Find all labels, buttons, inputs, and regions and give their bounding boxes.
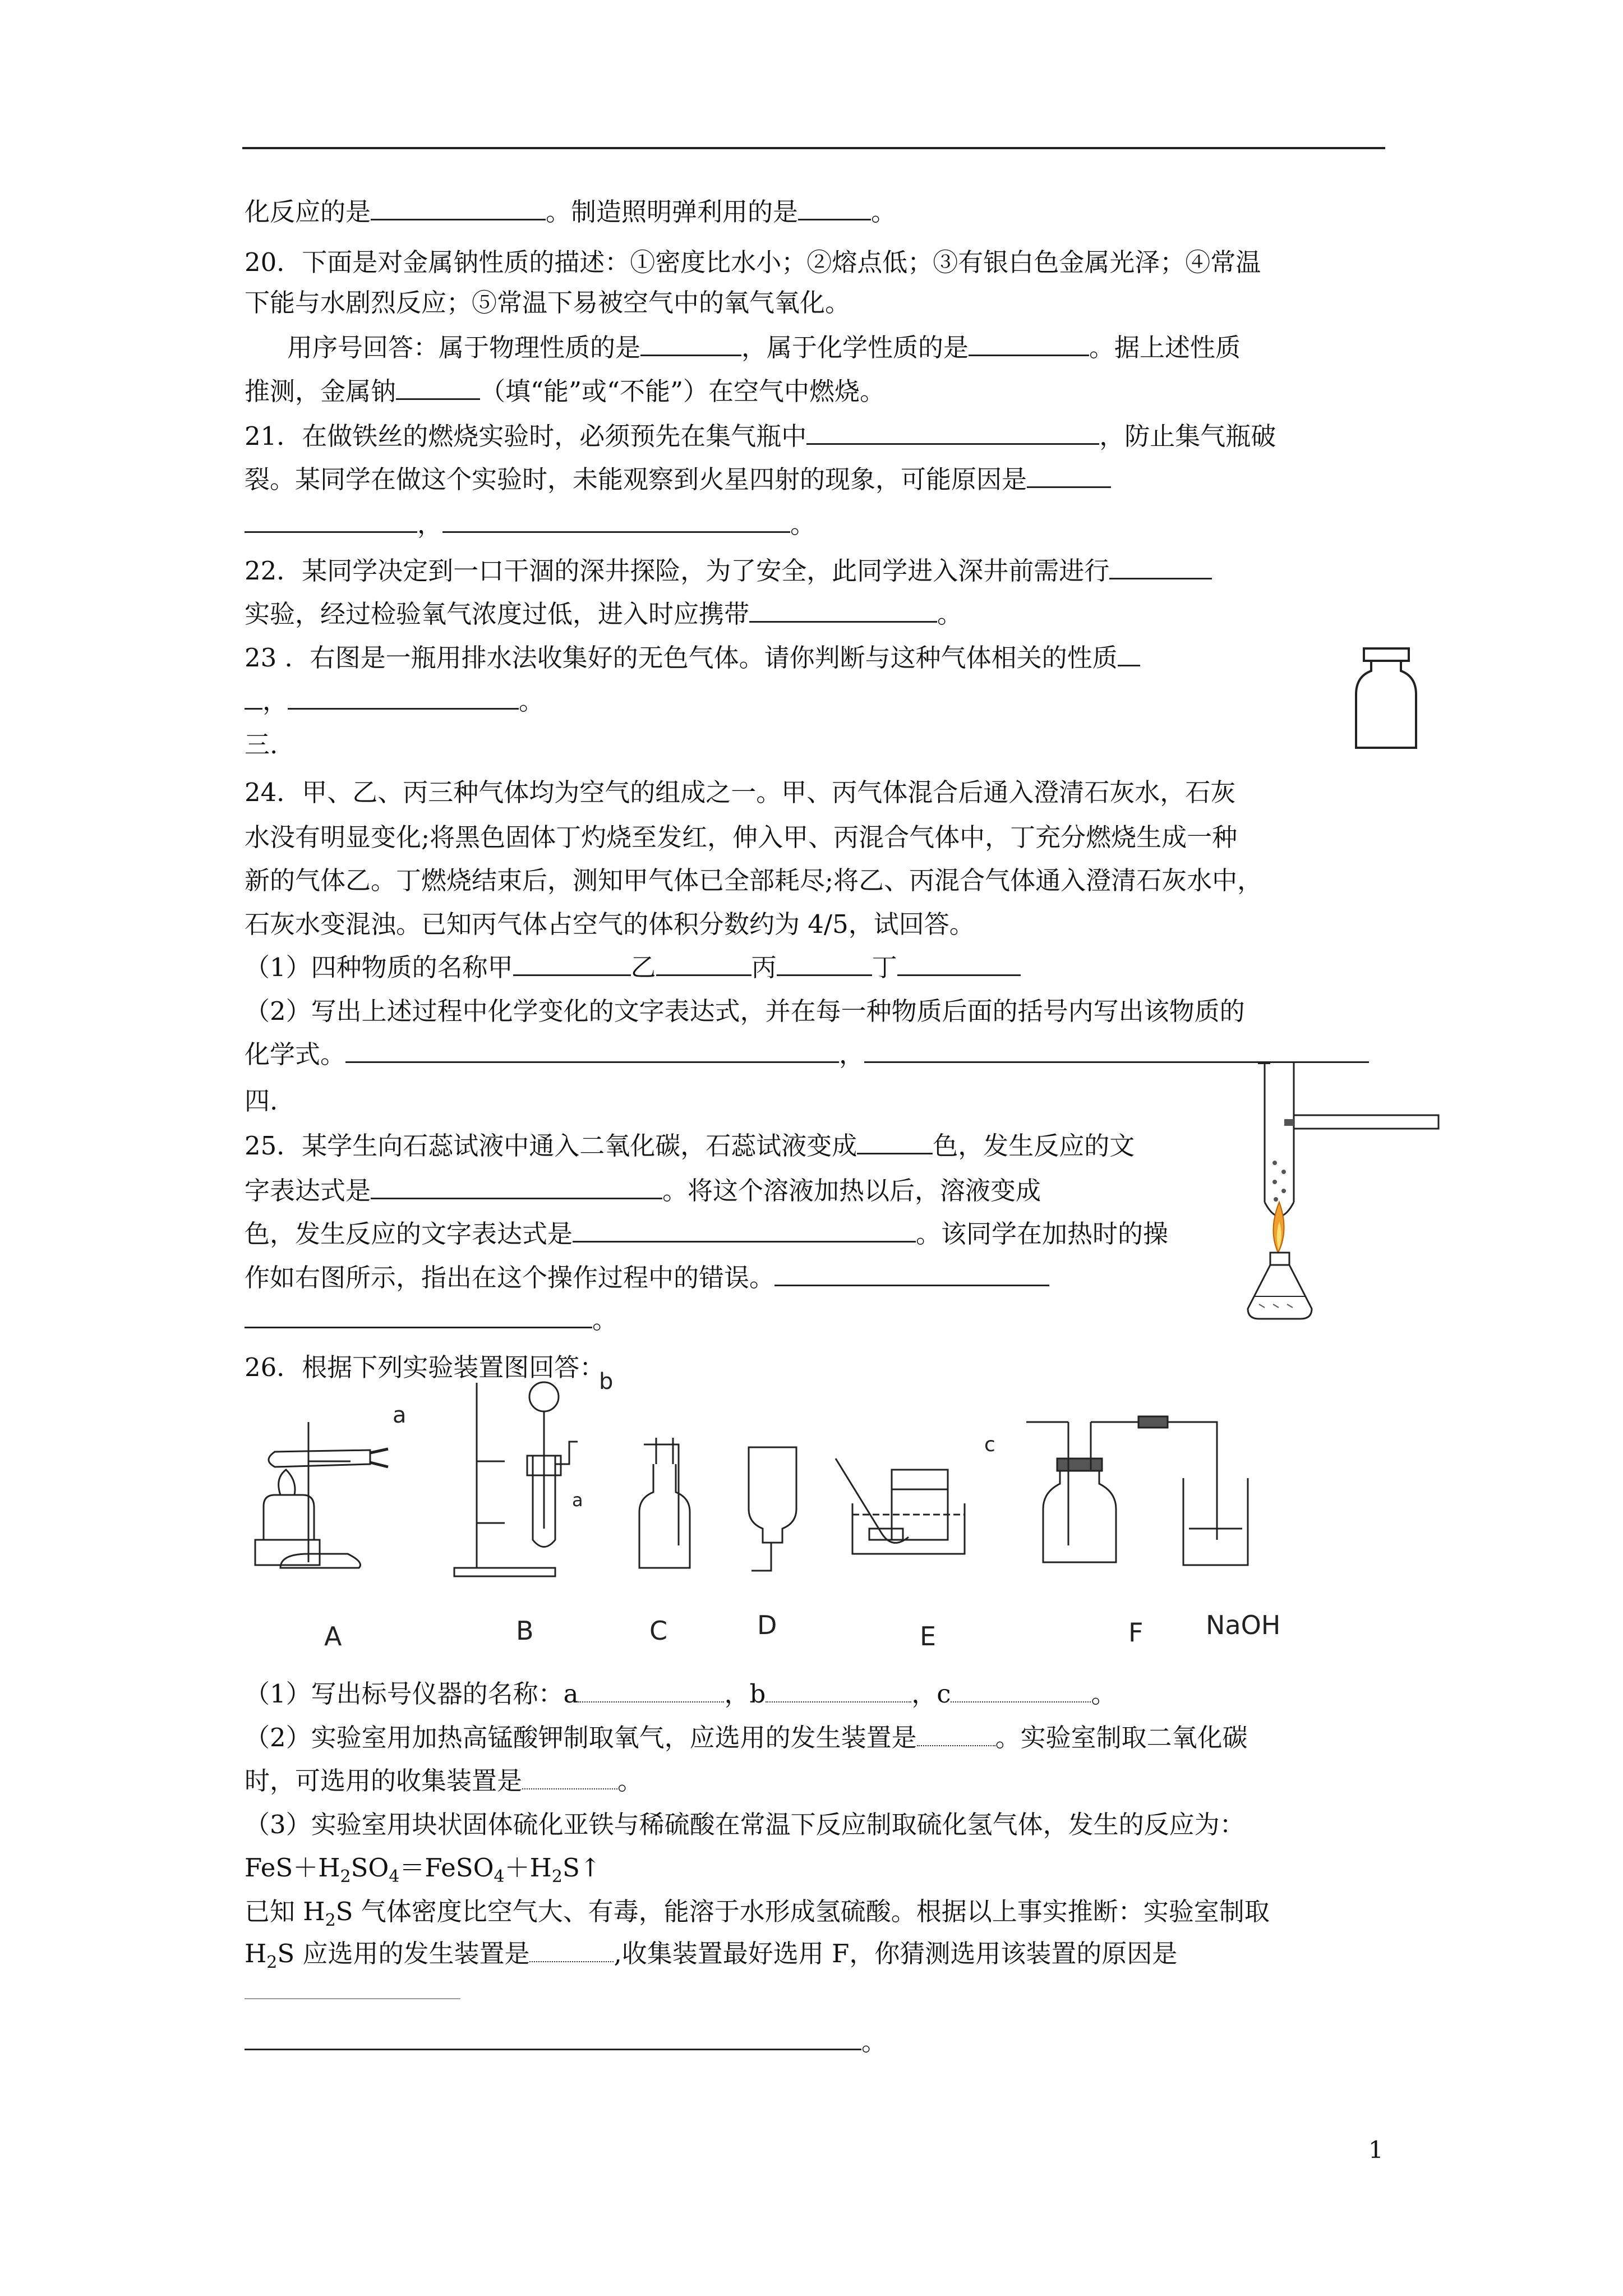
header-rule — [242, 147, 1385, 149]
text-line: 下能与水剧烈反应；⑤常温下易被空气中的氧气氧化。 — [245, 288, 851, 318]
text-line: 用序号回答：属于物理性质的是 ，属于化学性质的是 。据上述性质 — [287, 331, 1241, 365]
instrument-label-a: a — [572, 1489, 583, 1511]
chemical-equation: $FeS+H_2SO_4=FeSO_4+H_2S↑$ — [245, 1853, 601, 1887]
text-line: 推测，金属钠 （填“能”或“不能”）在空气中燃烧。 — [245, 375, 885, 408]
text-line: 已知 $H_2S$ 气体密度比空气大、有毒，能溶于水形成氢硫酸。根据以上事实推断：实验室制取 — [245, 1897, 1270, 1930]
apparatus-d — [749, 1447, 796, 1571]
answer-blank[interactable] — [371, 1174, 662, 1199]
section-heading: 四. — [245, 1086, 278, 1116]
answer-blank[interactable] — [345, 1038, 839, 1063]
text-line: 化学式。 ， — [245, 1038, 1369, 1071]
answer-blank[interactable] — [245, 2025, 861, 2050]
text-line: 石灰水变混浊。已知丙气体占空气的体积分数约为 4/5，试回答。 — [245, 909, 975, 939]
answer-blank[interactable] — [774, 1261, 1049, 1286]
heating-test-tube-figure — [1242, 1062, 1444, 1326]
text-line: 作如右图所示，指出在这个操作过程中的错误。 — [245, 1261, 1049, 1295]
naoh-label: NaOH — [1206, 1610, 1281, 1640]
answer-blank[interactable] — [573, 1217, 916, 1243]
answer-blank[interactable] — [1118, 641, 1140, 666]
answer-blank[interactable] — [245, 684, 262, 710]
text-line: （2）实验室用加热高锰酸钾制取氧气，应选用的发生装置是 。实验室制取二氧化碳 — [245, 1723, 1248, 1752]
apparatus-e — [836, 1458, 965, 1554]
text-line: 裂。某同学在做这个实验时，未能观察到火星四射的现象，可能原因是 — [245, 463, 1111, 496]
answer-blank[interactable] — [288, 684, 519, 710]
apparatus-b — [454, 1382, 578, 1576]
question-22: 22．某同学决定到一口干涸的深井探险，为了安全，此同学进入深井前需进行 — [245, 554, 1212, 588]
text-line: 化反应的是 。制造照明弹利用的是 。 — [245, 195, 896, 229]
text-line: （2）写出上述过程中化学变化的文字表达式，并在每一种物质后面的括号内写出该物质的 — [245, 996, 1245, 1026]
apparatus-f — [1026, 1416, 1248, 1565]
question-25: 25．某学生向石蕊试液中通入二氧化碳，石蕊试液变成 色，发生反应的文 — [245, 1129, 1135, 1163]
answer-blank[interactable] — [1109, 554, 1212, 579]
answer-blank[interactable] — [857, 1129, 933, 1154]
text-line: 时，可选用的收集装置是 。 — [245, 1766, 643, 1796]
question-24: 24．甲、乙、丙三种气体均为空气的组成之一。甲、丙气体混合后通入澄清石灰水，石灰 — [245, 777, 1236, 807]
answer-blank[interactable] — [766, 1678, 911, 1703]
apparatus-a — [255, 1422, 388, 1568]
answer-blank[interactable] — [513, 951, 631, 976]
section-heading: 三. — [245, 730, 278, 760]
question-23: 23 ．右图是一瓶用排水法收集好的无色气体。请你判断与这种气体相关的性质 — [245, 641, 1140, 675]
apparatus-c — [639, 1438, 690, 1568]
answer-blank[interactable] — [529, 1938, 614, 1962]
gas-bottle-figure — [1352, 644, 1424, 756]
text-line: （1）四种物质的名称甲 乙 丙 丁 — [245, 951, 1021, 984]
text-line: ， 。 — [245, 684, 544, 718]
answer-blank[interactable] — [969, 331, 1089, 356]
answer-blank[interactable] — [897, 951, 1021, 976]
answer-blank[interactable] — [806, 420, 1099, 445]
question-20: 20．下面是对金属钠性质的描述：①密度比水小；②熔点低；③有银白色金属光泽；④常温 — [245, 247, 1261, 277]
answer-blank[interactable] — [640, 331, 741, 356]
question-26: 26．根据下列实验装置图回答： — [245, 1352, 605, 1382]
text-line: 。 — [245, 1303, 617, 1337]
answer-blank[interactable] — [656, 951, 751, 976]
answer-blank[interactable] — [578, 1678, 724, 1703]
text-line: 实验，经过检验氧气浓度过低，进入时应携带 。 — [245, 597, 962, 631]
answer-blank[interactable] — [522, 1765, 617, 1789]
answer-blank[interactable] — [1027, 463, 1111, 488]
figure-label-d: D — [757, 1610, 777, 1640]
instrument-label-c: c — [984, 1433, 995, 1456]
instrument-label-b: b — [599, 1369, 614, 1395]
text-line: 色，发生反应的文字表达式是 。该同学在加热时的操 — [245, 1217, 1168, 1251]
text-line: 水没有明显变化;将黑色固体丁灼烧至发红，伸入甲、丙混合气体中，丁充分燃烧生成一种 — [245, 822, 1238, 852]
figure-label-c: C — [649, 1616, 668, 1646]
text-line: （3）实验室用块状固体硫化亚铁与稀硫酸在常温下反应制取硫化氢气体，发生的反应为： — [245, 1810, 1245, 1839]
text-line: ， 。 — [245, 508, 815, 541]
figure-label-b: B — [516, 1616, 534, 1646]
answer-blank[interactable] — [917, 1722, 995, 1746]
figure-label-e: E — [920, 1621, 937, 1651]
figure-label-f: F — [1128, 1617, 1144, 1648]
page-number: 1 — [1368, 2136, 1384, 2164]
answer-blank[interactable] — [798, 195, 871, 220]
instrument-label-a: a — [393, 1402, 407, 1428]
text-line: （1）写出标号仪器的名称：a ，b ，c 。 — [245, 1679, 1117, 1709]
text-line: 字表达式是 。将这个溶液加热以后，溶液变成 — [245, 1174, 1041, 1208]
answer-blank[interactable] — [245, 508, 417, 533]
text-line: $H_2S$ 应选用的发生装置是 ,收集装置最好选用 F，你猜测选用该装置的原因是 — [245, 1939, 1178, 1972]
figure-label-a: A — [324, 1621, 342, 1651]
question-21: 21．在做铁丝的燃烧实验时，必须预先在集气瓶中 ，防止集气瓶破 — [245, 420, 1276, 453]
answer-blank[interactable] — [245, 1998, 460, 1999]
answer-blank[interactable] — [749, 597, 937, 623]
answer-blank[interactable] — [396, 375, 480, 400]
answer-blank[interactable] — [951, 1678, 1091, 1703]
answer-blank[interactable] — [777, 951, 872, 976]
answer-blank[interactable] — [245, 1303, 592, 1328]
answer-blank[interactable] — [371, 195, 546, 220]
text-line: 新的气体乙。丁燃烧结束后，测知甲气体已全部耗尽;将乙、丙混合气体通入澄清石灰水中， — [245, 866, 1263, 895]
text-line: 。 — [245, 2025, 887, 2059]
answer-blank[interactable] — [864, 1038, 1369, 1063]
answer-blank[interactable] — [442, 508, 790, 533]
